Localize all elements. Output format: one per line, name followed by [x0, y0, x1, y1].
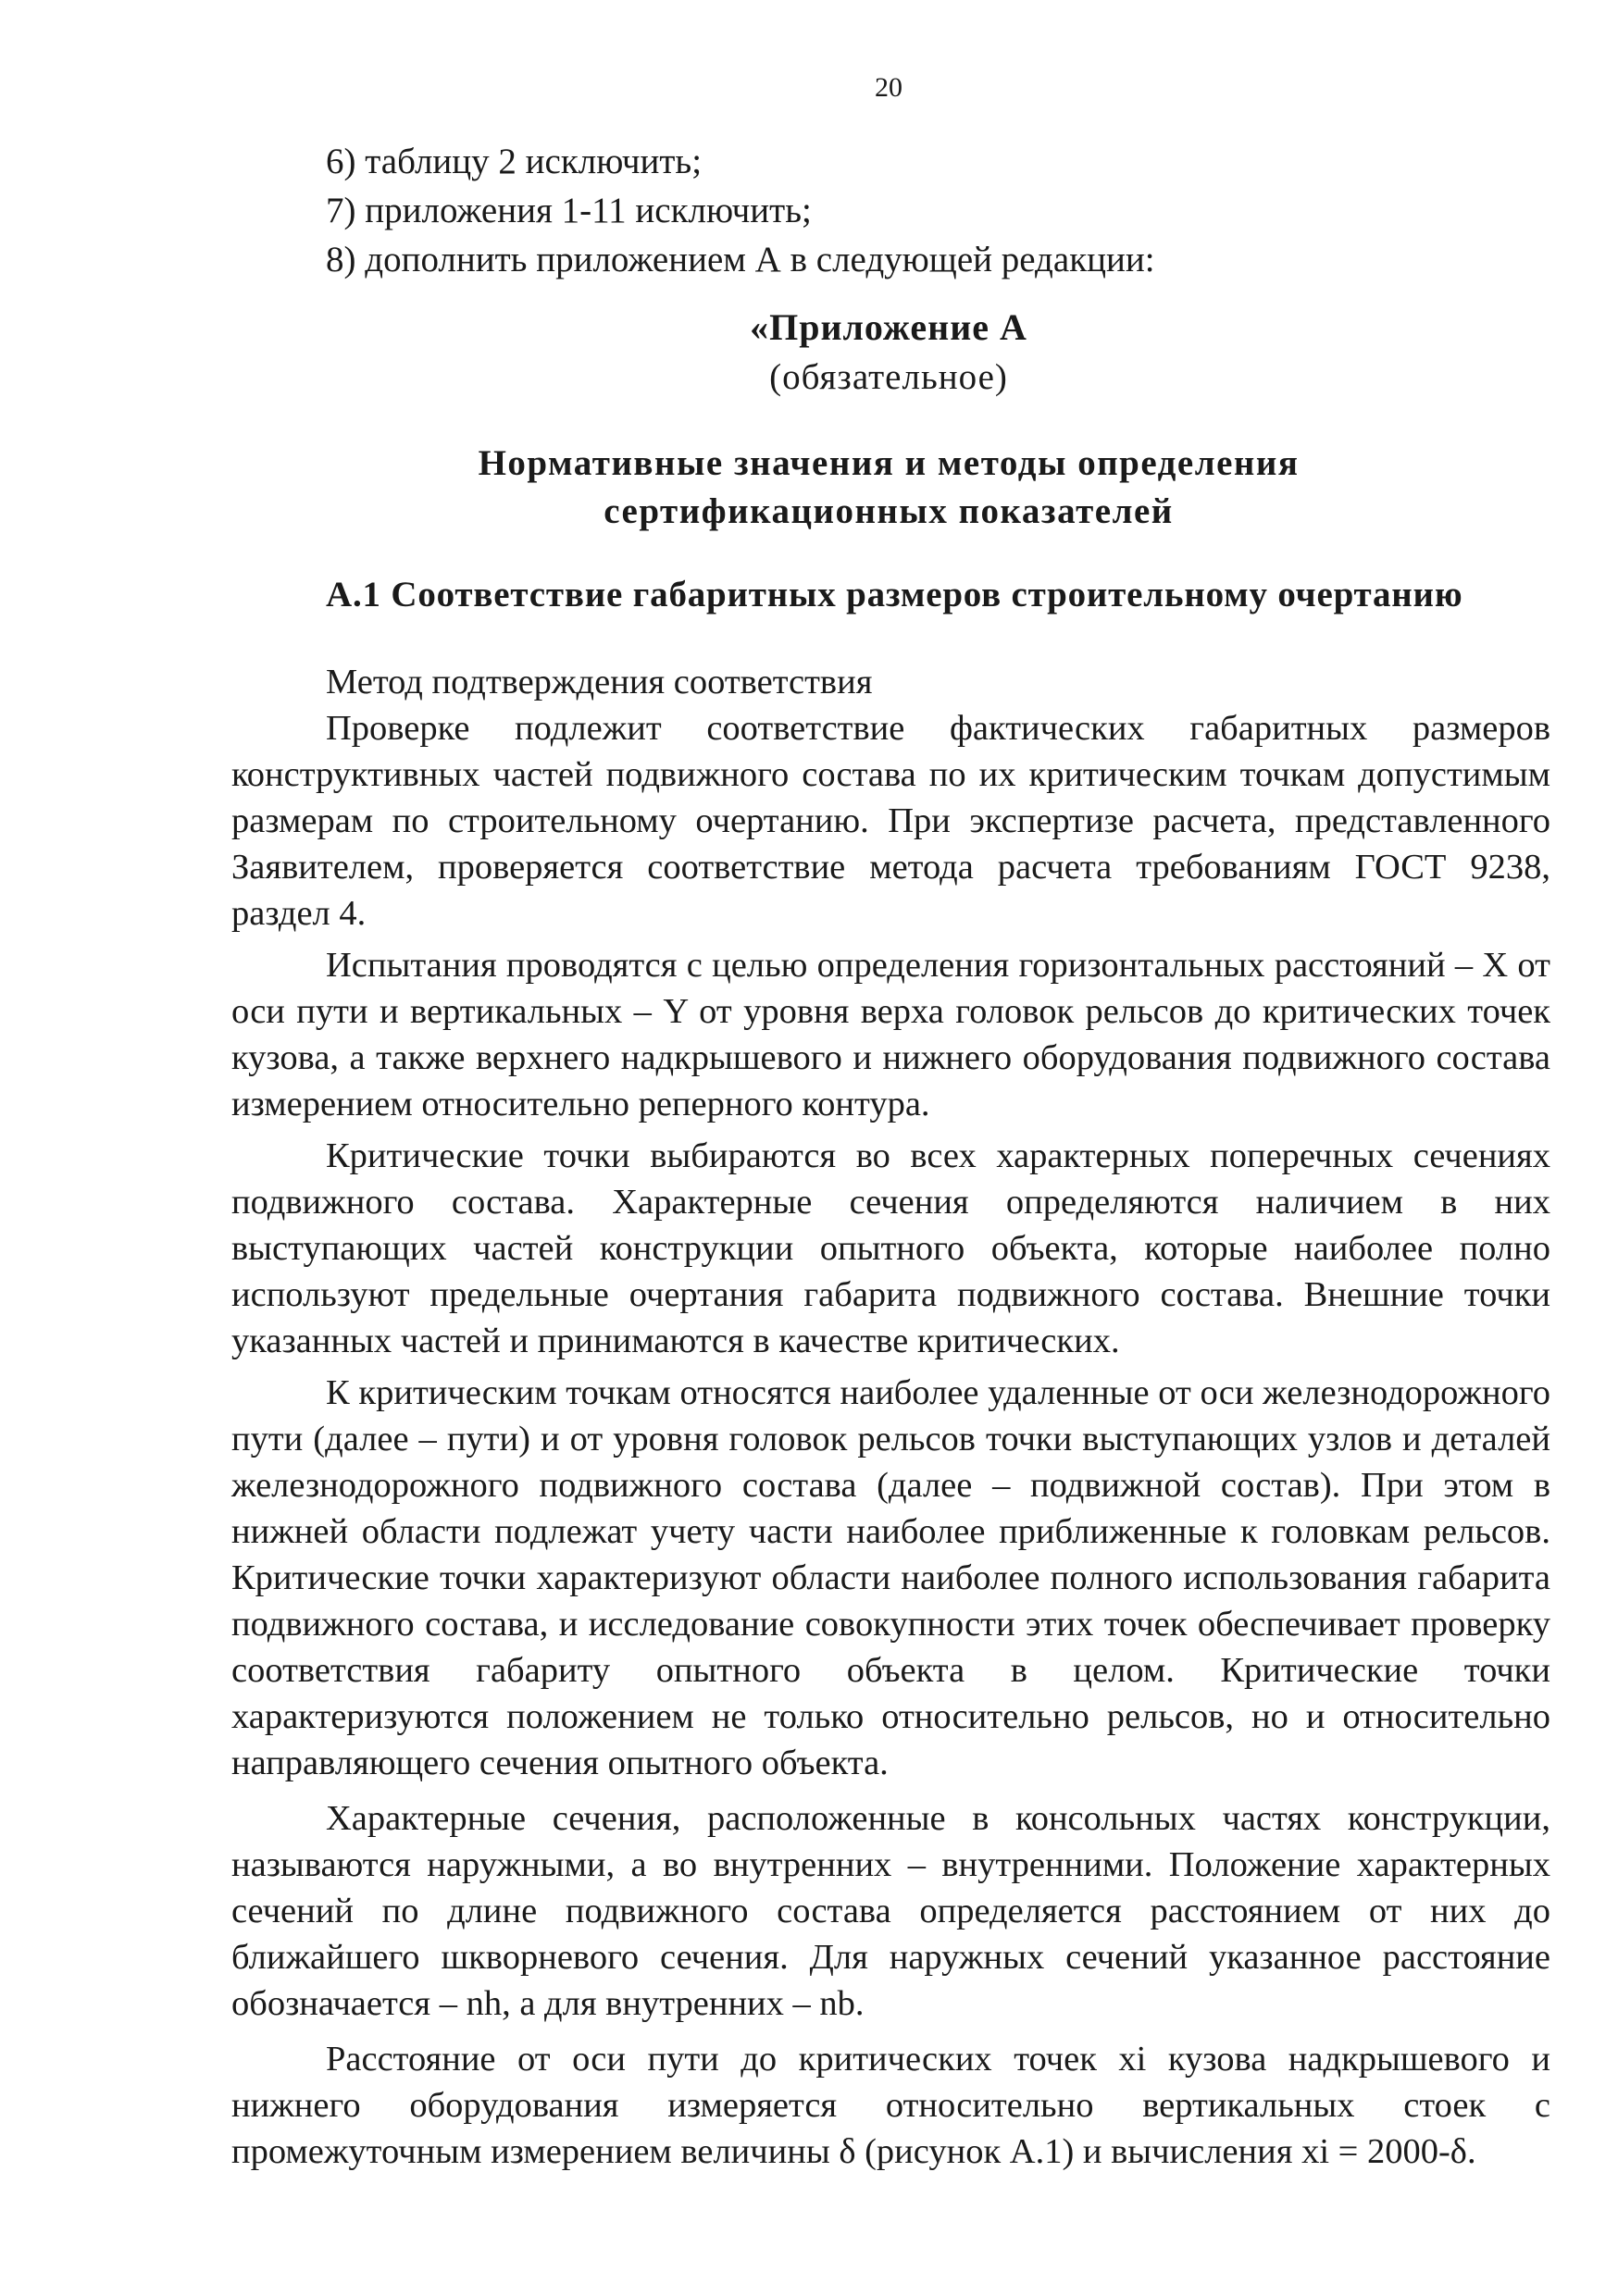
paragraph: К критическим точкам относятся наиболее удаленные от оси железнодорожного пути (далее – пути) и от уровня головок рельсов точки выступающих узлов и деталей железнодорожного подвижного состава (далее – подвижной состав). При этом в нижней области подлежат учету части наиболее приближенные к головкам рельсов. Критические точки характеризуют области наиболее полного использования габарита подвижного состава, и исследование совокупности этих точек обеспечивает проверку соответствия габариту опытного объекта в целом. Критические точки характеризуются положением не только относительно рельсов, но и относительно направляющего сечения опытного объекта. — [231, 1373, 1550, 1782]
paragraph: Критические точки выбираются во всех характерных поперечных сечениях подвижного состава. Характерные сечения определяются наличием в них выступающих частей конструкции опытного объекта, которые наиболее полно используют предельные очертания габарита подвижного состава. Внешние точки указанных частей и принимаются в качестве критических. — [231, 1136, 1550, 1360]
annex-title: «Приложение А — [750, 306, 1027, 348]
paragraph-method: Метод подтверждения соответствия — [326, 663, 873, 701]
amendment-list — [326, 137, 1155, 284]
annex-heading-line: сертификационных показателей — [604, 491, 1174, 531]
annex-heading — [0, 440, 1618, 536]
paragraph: Расстояние от оси пути до критических точек xi кузова надкрышевого и нижнего оборудования измеряется относительно вертикальных стоек с промежуточным измерением величины δ (рисунок А.1) и вычисления xi = 2000-δ. — [231, 2040, 1550, 2171]
paragraph: Проверке подлежит соответствие фактических габаритных размеров конструктивных частей подвижного состава по их критическим точкам допустимым размерам по строительному очертанию. При экспертизе расчета, представленного Заявителем, проверяется соответствие метода расчета требованиям ГОСТ 9238, раздел 4. — [231, 709, 1550, 933]
paragraph: Испытания проводятся с целью определения горизонтальных расстояний – X от оси пути и вертикальных – Y от уровня верха головок рельсов до критических точек кузова, а также верхнего надкрышевого и нижнего оборудования подвижного состава измерением относительно реперного контура. — [231, 946, 1550, 1123]
section-heading: А.1 Соответствие габаритных размеров строительному очертанию — [326, 575, 1463, 614]
annex-status: (обязательное) — [769, 357, 1008, 397]
amendment-item: 6) таблицу 2 исключить; — [326, 142, 703, 181]
section-body — [231, 659, 1550, 2175]
annex-heading-line: Нормативные значения и методы определения — [478, 443, 1300, 483]
amendment-item: 7) приложения 1-11 исключить; — [326, 191, 812, 230]
amendment-item: 8) дополнить приложением А в следующей редакции: — [326, 240, 1155, 279]
paragraph: Характерные сечения, расположенные в консольных частях конструкции, называются наружными, а во внутренних – внутренними. Положение характерных сечений по длине подвижного состава определяется расстоянием от них до ближайшего шкворневого сечения. Для наружных сечений указанное расстояние обозначается – nh, а для внутренних – nb. — [231, 1799, 1550, 2023]
page-number: 20 — [875, 72, 902, 103]
